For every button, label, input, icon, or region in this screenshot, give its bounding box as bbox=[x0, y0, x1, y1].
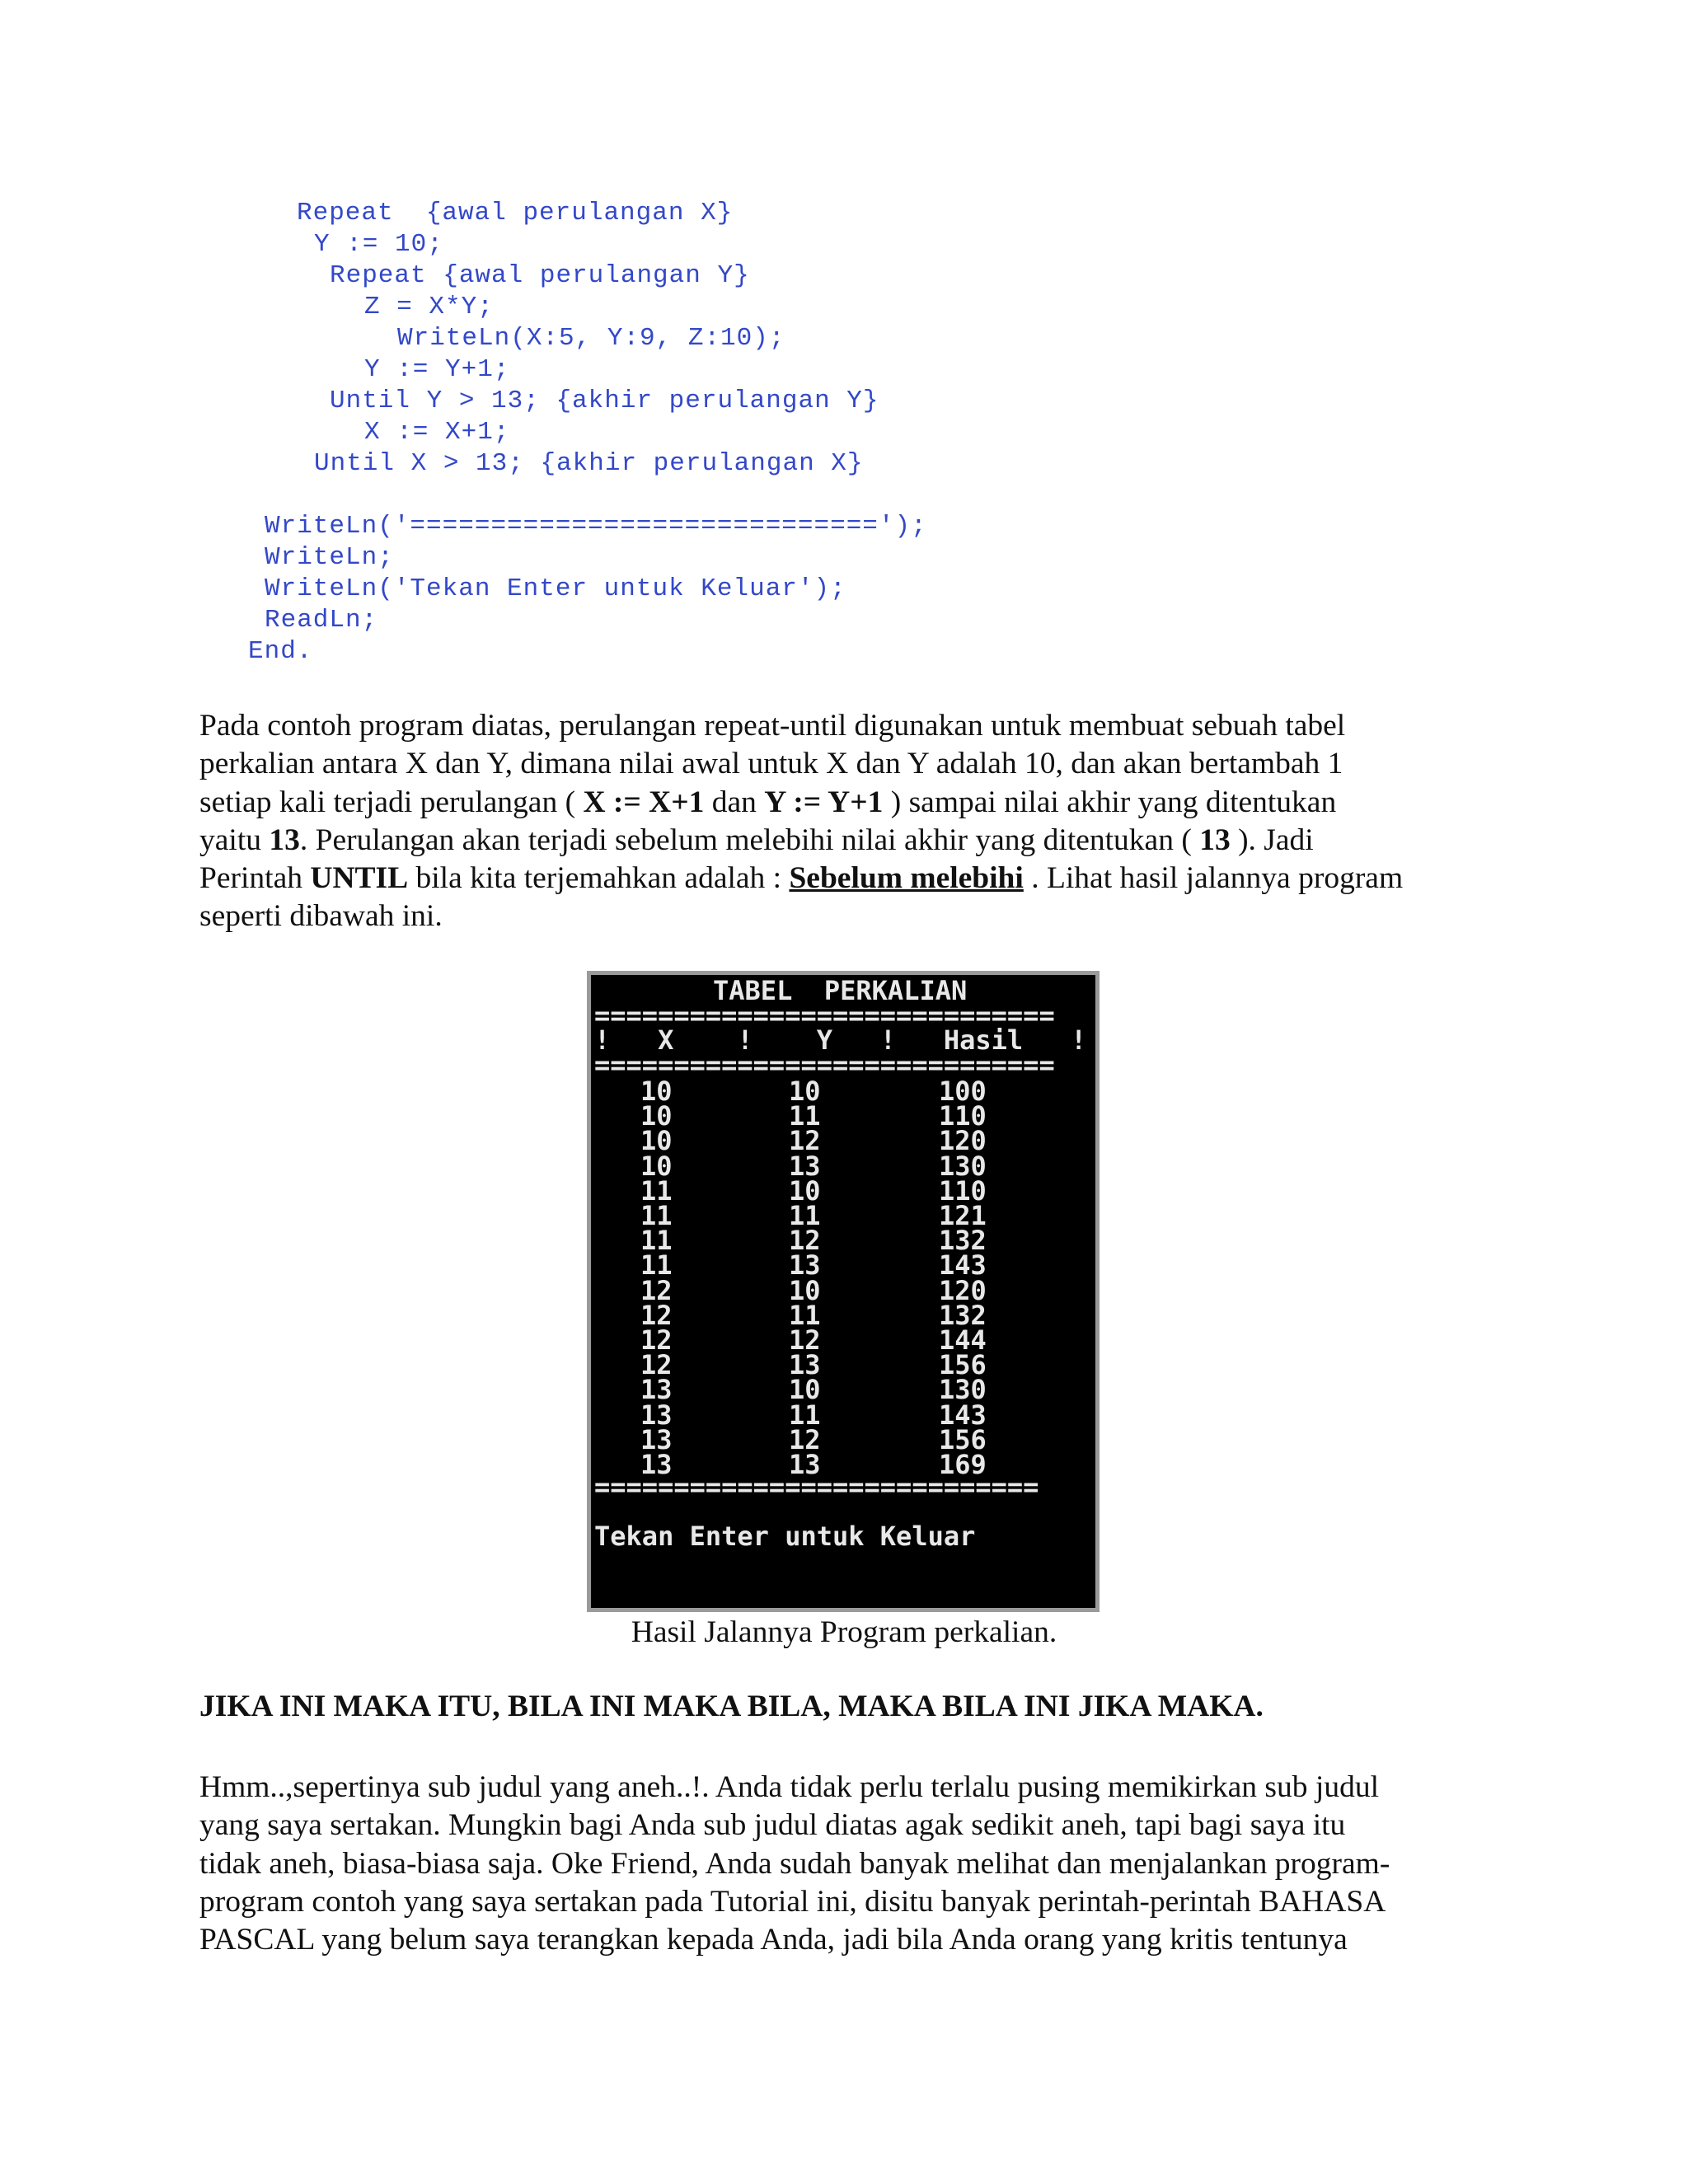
terminal-cell-hasil: 120 bbox=[939, 1125, 987, 1157]
code-line: Repeat {awal perulangan X} bbox=[297, 199, 734, 227]
terminal-cell-x: 11 bbox=[640, 1249, 673, 1282]
terminal-cell-y: 13 bbox=[789, 1349, 821, 1381]
terminal-cell-y: 11 bbox=[789, 1399, 821, 1431]
terminal-cell-x: 11 bbox=[640, 1174, 673, 1207]
terminal-cell-hasil: 143 bbox=[939, 1399, 987, 1431]
terminal-header: ! X ! Y ! Hasil ! bbox=[594, 1024, 1087, 1056]
terminal-cell-hasil: 130 bbox=[939, 1374, 987, 1406]
code-line: WriteLn; bbox=[265, 543, 394, 572]
terminal-cell-y: 12 bbox=[789, 1423, 821, 1455]
limit-value: 13 bbox=[269, 823, 300, 857]
paragraph-line: yang saya sertakan. Mungkin bagi Anda sub judul diatas agak sedikit aneh, tapi bagi saya itu bbox=[199, 1808, 1346, 1843]
text-segment: . Lihat hasil jalannya program bbox=[1023, 861, 1404, 896]
terminal-footer-separator: ============================ bbox=[594, 1471, 1039, 1502]
terminal-cell-hasil: 130 bbox=[939, 1150, 987, 1182]
text-segment: bila kita terjemahkan adalah : bbox=[408, 861, 790, 896]
terminal-cell-hasil: 110 bbox=[939, 1100, 987, 1132]
terminal-cell-y: 10 bbox=[789, 1274, 821, 1306]
terminal-cell-x: 11 bbox=[640, 1225, 673, 1257]
terminal-cell-y: 10 bbox=[789, 1076, 821, 1107]
terminal-cell-x: 12 bbox=[640, 1349, 673, 1381]
terminal-cell-x: 10 bbox=[640, 1100, 673, 1132]
paragraph-line bbox=[199, 822, 1493, 860]
code-line: Until X > 13; {akhir perulangan X} bbox=[314, 449, 864, 478]
explanation-paragraph bbox=[199, 707, 1493, 936]
terminal-cell-hasil: 143 bbox=[939, 1249, 987, 1282]
paragraph-line bbox=[199, 784, 1493, 822]
terminal-cell-hasil: 156 bbox=[939, 1423, 987, 1455]
code-line: Y := Y+1; bbox=[364, 355, 510, 384]
code-line: End. bbox=[248, 637, 313, 666]
terminal-cell-x: 10 bbox=[640, 1076, 673, 1107]
terminal-cell-y: 11 bbox=[789, 1299, 821, 1331]
code-line: Y := 10; bbox=[314, 230, 443, 259]
terminal-cell-x: 10 bbox=[640, 1125, 673, 1157]
terminal-cell-hasil: 121 bbox=[939, 1200, 987, 1231]
terminal-cell-x: 12 bbox=[640, 1324, 673, 1356]
section-heading: JIKA INI MAKA ITU, BILA INI MAKA BILA, MAKA BILA INI JIKA MAKA. bbox=[199, 1690, 1264, 1723]
terminal-cell-x: 10 bbox=[640, 1150, 673, 1182]
terminal-cell-x: 13 bbox=[640, 1399, 673, 1431]
terminal-cell-x: 13 bbox=[640, 1449, 673, 1480]
until-keyword: UNTIL bbox=[310, 861, 409, 896]
terminal-cell-hasil: 110 bbox=[939, 1174, 987, 1207]
terminal-cell-hasil: 169 bbox=[939, 1449, 987, 1480]
terminal-cell-y: 12 bbox=[789, 1125, 821, 1157]
code-x-increment: X := X+1 bbox=[583, 785, 705, 819]
terminal-cell-x: 13 bbox=[640, 1423, 673, 1455]
terminal-exit-prompt: Tekan Enter untuk Keluar bbox=[594, 1521, 976, 1552]
terminal-cell-y: 13 bbox=[789, 1249, 821, 1282]
terminal-cell-y: 11 bbox=[789, 1200, 821, 1231]
terminal-cell-x: 12 bbox=[640, 1274, 673, 1306]
terminal-cell-hasil: 100 bbox=[939, 1076, 987, 1107]
terminal-cell-x: 12 bbox=[640, 1299, 673, 1331]
text-segment: ) sampai nilai akhir yang ditentukan bbox=[883, 785, 1337, 819]
limit-value: 13 bbox=[1199, 823, 1231, 857]
paragraph-line: perkalian antara X dan Y, dimana nilai awal untuk X dan Y adalah 10, dan akan bertambah 1 bbox=[199, 747, 1343, 781]
code-line: WriteLn('Tekan Enter untuk Keluar'); bbox=[265, 574, 846, 603]
paragraph-line: PASCAL yang belum saya terangkan kepada Anda, jadi bila Anda orang yang kritis tentunya bbox=[199, 1923, 1348, 1957]
text-segment: setiap kali terjadi perulangan ( bbox=[199, 785, 584, 819]
code-line: ReadLn; bbox=[265, 606, 378, 635]
code-line: X := X+1; bbox=[364, 418, 510, 447]
terminal-separator: ============================= bbox=[594, 1000, 1055, 1031]
terminal-cell-hasil: 120 bbox=[939, 1274, 987, 1306]
code-line: Repeat {awal perulangan Y} bbox=[330, 261, 750, 290]
text-segment: . Perulangan akan terjadi sebelum melebihi nilai akhir yang ditentukan ( bbox=[299, 823, 1200, 857]
terminal-cell-hasil: 156 bbox=[939, 1349, 987, 1381]
paragraph-line bbox=[199, 860, 1493, 898]
terminal-cell-y: 13 bbox=[789, 1150, 821, 1182]
terminal-cell-y: 12 bbox=[789, 1225, 821, 1257]
terminal-cell-y: 10 bbox=[789, 1374, 821, 1406]
terminal-cell-y: 10 bbox=[789, 1174, 821, 1207]
text-segment: dan bbox=[704, 785, 765, 819]
paragraph-line: Hmm..,sepertinya sub judul yang aneh..!. Anda tidak perlu terlalu pusing memikirkan sub judul bbox=[199, 1770, 1379, 1804]
terminal-cell-x: 13 bbox=[640, 1374, 673, 1406]
translation-emphasis: Sebelum melebihi bbox=[789, 861, 1024, 896]
paragraph-line: seperti dibawah ini. bbox=[199, 899, 443, 934]
code-line: Until Y > 13; {akhir perulangan Y} bbox=[330, 387, 879, 415]
terminal-cell-y: 12 bbox=[789, 1324, 821, 1356]
paragraph-line: Pada contoh program diatas, perulangan repeat-until digunakan untuk membuat sebuah tabel bbox=[199, 709, 1346, 743]
terminal-separator: ============================= bbox=[594, 1049, 1055, 1080]
intro-paragraph bbox=[199, 1769, 1493, 1959]
code-line: WriteLn('============================='); bbox=[265, 512, 927, 541]
code-line: Z = X*Y; bbox=[364, 293, 494, 321]
text-segment: Perintah bbox=[199, 861, 311, 896]
terminal-cell-x: 11 bbox=[640, 1200, 673, 1231]
terminal-cell-hasil: 144 bbox=[939, 1324, 987, 1356]
terminal-cell-hasil: 132 bbox=[939, 1299, 987, 1331]
terminal-cell-y: 11 bbox=[789, 1100, 821, 1132]
paragraph-line: tidak aneh, biasa-biasa saja. Oke Friend, Anda sudah banyak melihat dan menjalankan program- bbox=[199, 1846, 1390, 1881]
figure-caption: Hasil Jalannya Program perkalian. bbox=[631, 1615, 1057, 1649]
code-line: WriteLn(X:5, Y:9, Z:10); bbox=[397, 324, 785, 353]
terminal-title: TABEL PERKALIAN bbox=[713, 975, 968, 1006]
terminal-cell-hasil: 132 bbox=[939, 1225, 987, 1257]
terminal-output-screenshot bbox=[587, 971, 1100, 1612]
terminal-cell-y: 13 bbox=[789, 1449, 821, 1480]
text-segment: yaitu bbox=[199, 823, 270, 857]
paragraph-line: program contoh yang saya sertakan pada Tutorial ini, disitu banyak perintah-perintah BAHASA bbox=[199, 1884, 1386, 1919]
text-segment: ). Jadi bbox=[1230, 823, 1314, 857]
code-y-increment: Y := Y+1 bbox=[764, 785, 884, 819]
